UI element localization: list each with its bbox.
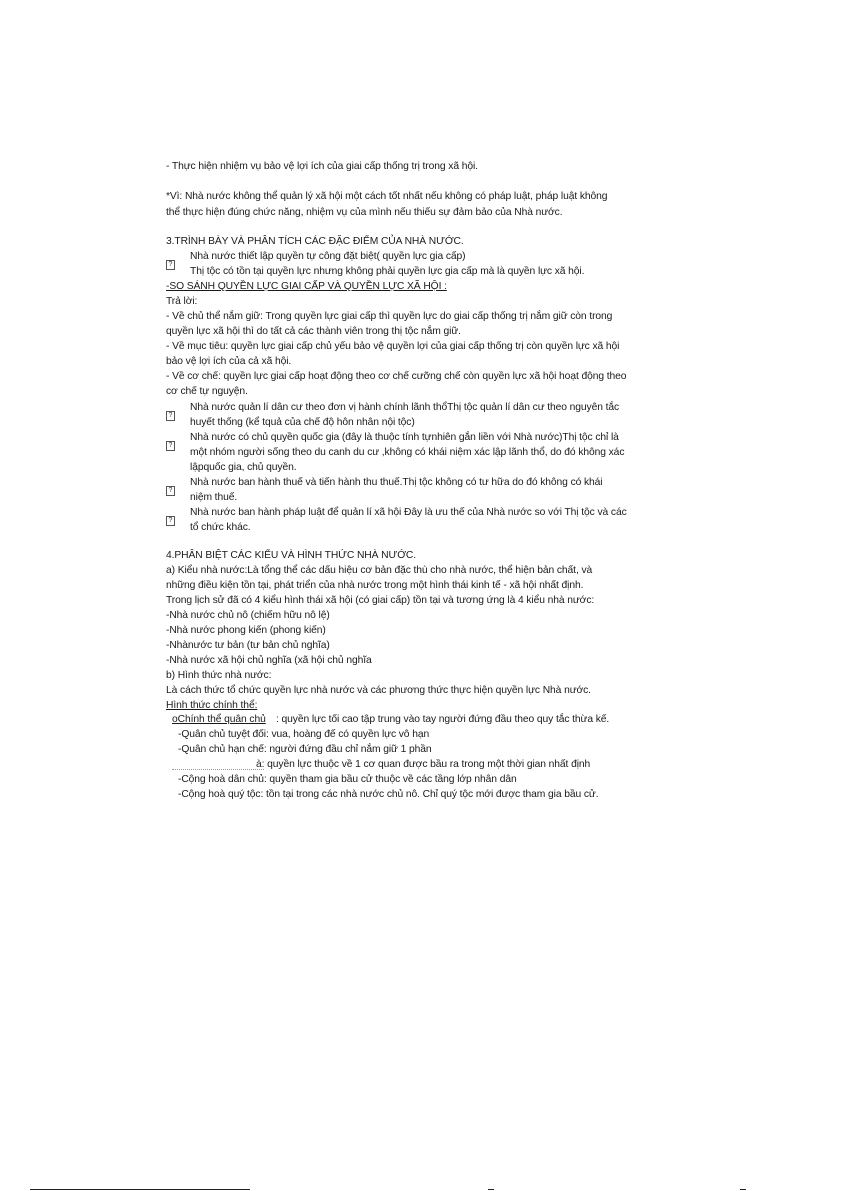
text-line: : quyền lực tối cao tập trung vào tay người đứng đầu theo quy tắc thừa kế.: [276, 714, 610, 725]
bullet-box-icon: ?: [166, 252, 175, 270]
text-line: cơ chế tự nguyện.: [166, 386, 248, 397]
text-line: -Nhà nước phong kiến (phong kiến): [166, 625, 326, 636]
text-line: tổ chức khác.: [190, 522, 251, 533]
text-line: - Về cơ chế: quyền lực giai cấp hoạt động theo cơ chế cưỡng chế còn quyền lực xã hội hoạt động theo: [166, 371, 627, 382]
bullet-box-icon: ?: [166, 508, 175, 526]
text-line: Nhà nước ban hành thuế và tiến hành thu thuế.Thị tộc không có tư hữa do đó không có khái: [190, 477, 603, 488]
text-line: quyền lực xã hội thì do tất cả các thành viên trong thị tộc nắm giữ.: [166, 326, 461, 337]
text-line: lậpquốc gia, chủ quyền.: [190, 462, 297, 473]
text-line: - Thực hiện nhiệm vụ bảo vệ lợi ích của giai cấp thống trị trong xã hội.: [166, 161, 478, 172]
section-heading: 3.TRÌNH BÀY VÀ PHÂN TÍCH CÁC ĐẶC ĐIỂM CỦA NHÀ NƯỚC.: [166, 236, 464, 247]
section-heading: -SO SÁNH QUYỀN LỰC GIAI CẤP VÀ QUYỀN LỰC XÃ HỘI :: [166, 281, 447, 292]
text-line: b) Hình thức nhà nước:: [166, 670, 272, 681]
text-line: a) Kiểu nhà nước:Là tổng thể các dấu hiệu cơ bản đặc thù cho nhà nước, thể hiện bản chất, và: [166, 565, 593, 576]
text-line: những điều kiện tồn tại, phát triển của nhà nước trong một hình thái kinh tế - xã hội nhất định.: [166, 580, 584, 591]
section-heading: 4.PHÂN BIỆT CÁC KIỂU VÀ HÌNH THỨC NHÀ NƯỚC.: [166, 550, 417, 561]
text-line: -Cộng hoà dân chủ: quyền tham gia bầu cử thuộc về các tầng lớp nhân dân: [178, 774, 517, 785]
text-line: Là cách thức tổ chức quyền lực nhà nước và các phương thức thực hiện quyền lực Nhà nước.: [166, 685, 591, 696]
bullet-box-icon: ?: [166, 403, 175, 421]
text-line: một nhóm người sống theo du canh du cư ,không có khái niệm xác lập lãnh thổ, do đó không xác: [190, 447, 625, 458]
scan-edge-mark: [30, 1189, 250, 1190]
text-line: -Quân chủ hạn chế: người đứng đầu chỉ nắm giữ 1 phần: [178, 744, 432, 755]
text-line: -Quân chủ tuyệt đối: vua, hoàng đế có quyền lực vô hạn: [178, 729, 430, 740]
text-line: -Nhànước tư bản (tư bản chủ nghĩa): [166, 640, 330, 651]
text-line: Trả lời:: [166, 296, 198, 307]
subheading: oChính thể quân chủ: [172, 714, 266, 725]
text-line: -Nhà nước xã hội chủ nghĩa (xã hội chủ nghĩa: [166, 655, 372, 666]
text-line: huyết thống (kể tquả của chế độ hôn nhân nội tộc): [190, 417, 415, 428]
text-line: Trong lịch sử đã có 4 kiểu hình thái xã hội (có giai cấp) tồn tại và tương ứng là 4 kiểu nhà nước:: [166, 595, 595, 606]
scan-edge-mark: [740, 1189, 746, 1190]
bullet-box-icon: ?: [166, 478, 175, 496]
blank-line: [172, 769, 264, 770]
text-line: Thị tộc có tồn tại quyền lực nhưng không phải quyền lực gia cấp mà là quyền lực xã hội.: [190, 266, 585, 277]
text-line: Nhà nước quản lí dân cư theo đơn vị hành chính lãnh thổThị tộc quản lí dân cư theo nguyên tắc: [190, 402, 620, 413]
text-line: -Cộng hoà quý tộc: tồn tại trong các nhà nước chủ nô. Chỉ quý tộc mới được tham gia bầu cử.: [178, 789, 599, 800]
text-line: Nhà nước thiết lập quyền tự công đặt biệt( quyền lực gia cấp): [190, 251, 466, 262]
text-line: Nhà nước có chủ quyền quốc gia (đây là thuộc tính tựnhiên gắn liền với Nhà nước)Thị tộc chỉ là: [190, 432, 619, 443]
text-line: -Nhà nước chủ nô (chiếm hữu nô lệ): [166, 610, 330, 621]
text-line: *Vì: Nhà nước không thể quản lý xã hội một cách tốt nhất nếu không có pháp luật, pháp luật không: [166, 191, 608, 202]
text-line: bảo vệ lợi ích của cả xã hội.: [166, 356, 292, 367]
scan-edge-mark: [488, 1189, 494, 1190]
text-line: à: quyền lực thuộc về 1 cơ quan được bầu ra trong một thời gian nhất định: [256, 759, 591, 770]
bullet-box-icon: ?: [166, 433, 175, 451]
text-line: - Về chủ thể nắm giữ: Trong quyền lực giai cấp thì quyền lực do giai cấp thống trị nắm giữ còn trong: [166, 311, 613, 322]
subheading: Hình thức chính thể:: [166, 700, 258, 711]
text-line: thể thực hiện đúng chức năng, nhiệm vụ của mình nếu thiếu sự đảm bảo của Nhà nước.: [166, 207, 563, 218]
text-line: Nhà nước ban hành pháp luật để quản lí xã hội Đây là ưu thế của Nhà nước so với Thị tộc và các: [190, 507, 627, 518]
text-line: - Về mục tiêu: quyền lực giai cấp chủ yếu bảo vệ quyền lợi của giai cấp thống trị còn quyền lực xã hội: [166, 341, 620, 352]
text-line: niệm thuế.: [190, 492, 238, 503]
